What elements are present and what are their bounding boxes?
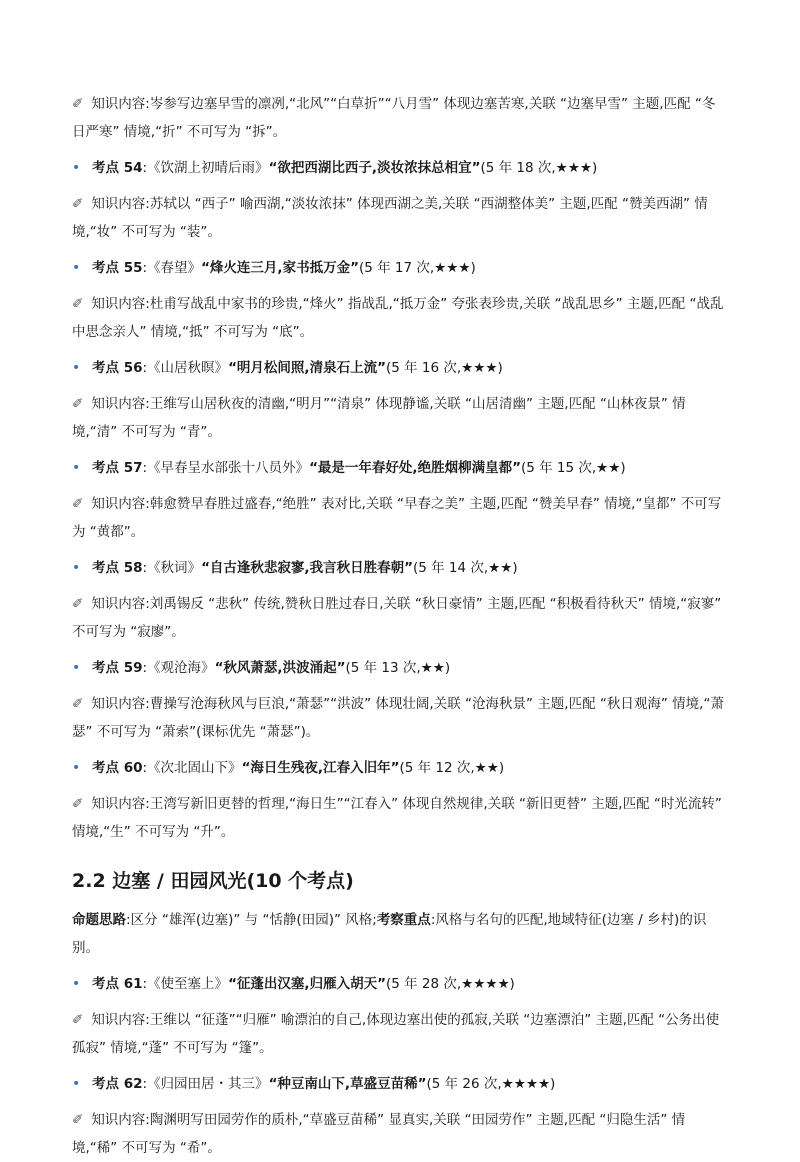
frequency-meta: (5 年 13 次,★★) — [345, 660, 451, 676]
knowledge-paragraph — [72, 390, 728, 446]
separator: : — [142, 260, 148, 276]
poem-quote: “自古逢秋悲寂寥,我言秋日胜春朝” — [201, 560, 413, 576]
poem-quote: “征蓬出汉塞,归雁入胡天” — [228, 976, 386, 992]
poem-quote: “秋风萧瑟,洪波涌起” — [214, 660, 346, 676]
poem-quote: “最是一年春好处,绝胜烟柳满皇都” — [309, 460, 521, 476]
poem-title: 《秋词》 — [147, 560, 202, 576]
frequency-meta: (5 年 26 次,★★★★) — [426, 1076, 556, 1092]
knowledge-label: 知识内容: — [91, 1012, 150, 1028]
pencil-icon: ✐ — [72, 696, 84, 712]
poem-title: 《山居秋暝》 — [147, 360, 229, 376]
bullet-icon: • — [72, 160, 81, 176]
frequency-meta: (5 年 14 次,★★) — [412, 560, 518, 576]
focus-label: 考察重点 — [376, 912, 431, 928]
bullet-icon: • — [72, 760, 81, 776]
poem-title: 《次北固山下》 — [147, 760, 242, 776]
knowledge-paragraph — [72, 490, 728, 546]
poem-quote: “种豆南山下,草盛豆苗稀” — [268, 1076, 427, 1092]
knowledge-paragraph — [72, 690, 728, 746]
bullet-icon: • — [72, 560, 81, 576]
frequency-meta: (5 年 28 次,★★★★) — [385, 976, 515, 992]
exam-point-item — [72, 254, 728, 282]
separator: : — [142, 460, 148, 476]
knowledge-text: 王湾写新旧更替的哲理,“海日生”“江春入” 体现自然规律,关联 “新旧更替” 主题,匹配 “时光流转” 情境,“生” 不可写为 “升”。 — [72, 796, 722, 840]
thinking-paragraph — [72, 906, 728, 962]
poem-quote: “烽火连三月,家书抵万金” — [201, 260, 359, 276]
pencil-icon: ✐ — [72, 1112, 84, 1128]
pencil-icon: ✐ — [72, 1012, 84, 1028]
poem-title: 《观沧海》 — [147, 660, 215, 676]
separator: : — [142, 760, 148, 776]
focus-text: :风格与名句的匹配,地域特征(边塞 / 乡村)的识别。 — [72, 912, 707, 956]
frequency-meta: (5 年 18 次,★★★) — [480, 160, 598, 176]
exam-point-label: 考点 60 — [92, 760, 143, 776]
knowledge-label: 知识内容: — [91, 96, 150, 112]
thinking-text: :区分 “雄浑(边塞)” 与 “恬静(田园)” 风格; — [126, 912, 377, 928]
knowledge-text: 王维以 “征蓬”“归雁” 喻漂泊的自己,体现边塞出使的孤寂,关联 “边塞漂泊” 主题,匹配 “公务出使孤寂” 情境,“蓬” 不可写为 “篷”。 — [72, 1012, 720, 1056]
knowledge-label: 知识内容: — [91, 796, 150, 812]
knowledge-label: 知识内容: — [91, 1112, 150, 1128]
exam-point-item — [72, 654, 728, 682]
knowledge-paragraph — [72, 1106, 728, 1162]
bullet-icon: • — [72, 660, 81, 676]
knowledge-text: 王维写山居秋夜的清幽,“明月”“清泉” 体现静谧,关联 “山居清幽” 主题,匹配 “山林夜景” 情境,“清” 不可写为 “青”。 — [72, 396, 686, 440]
knowledge-label: 知识内容: — [91, 396, 150, 412]
exam-point-item — [72, 554, 728, 582]
poem-quote: “欲把西湖比西子,淡妆浓抹总相宜” — [268, 160, 481, 176]
bullet-icon: • — [72, 260, 81, 276]
knowledge-text: 陶渊明写田园劳作的质朴,“草盛豆苗稀” 显真实,关联 “田园劳作” 主题,匹配 “归隐生活” 情境,“稀” 不可写为 “希”。 — [72, 1112, 686, 1156]
poem-title: 《早春呈水部张十八员外》 — [147, 460, 310, 476]
pencil-icon: ✐ — [72, 196, 84, 212]
exam-point-item — [72, 1070, 728, 1098]
separator: : — [142, 976, 148, 992]
knowledge-paragraph — [72, 290, 728, 346]
knowledge-text: 曹操写沧海秋风与巨浪,“萧瑟”“洪波” 体现壮阔,关联 “沧海秋景” 主题,匹配 “秋日观海” 情境,“萧瑟” 不可写为 “萧索”(课标优先 “萧瑟”)。 — [72, 696, 724, 740]
knowledge-label: 知识内容: — [91, 196, 150, 212]
pencil-icon: ✐ — [72, 496, 84, 512]
knowledge-paragraph — [72, 90, 728, 146]
knowledge-text: 苏轼以 “西子” 喻西湖,“淡妆浓抹” 体现西湖之美,关联 “西湖整体美” 主题,匹配 “赞美西湖” 情境,“妆” 不可写为 “装”。 — [72, 196, 708, 240]
bullet-icon: • — [72, 1076, 81, 1092]
separator: : — [142, 360, 148, 376]
exam-point-label: 考点 55 — [92, 260, 143, 276]
knowledge-text: 韩愈赞早春胜过盛春,“绝胜” 表对比,关联 “早春之美” 主题,匹配 “赞美早春” 情境,“皇都” 不可写为 “黄都”。 — [72, 496, 722, 540]
exam-point-label: 考点 54 — [92, 160, 143, 176]
poem-title: 《使至塞上》 — [147, 976, 229, 992]
pencil-icon: ✐ — [72, 296, 84, 312]
exam-point-item — [72, 970, 728, 998]
thinking-label: 命题思路 — [72, 912, 126, 928]
knowledge-text: 岑参写边塞早雪的凛冽,“北风”“白草折”“八月雪” 体现边塞苦寒,关联 “边塞早雪” 主题,匹配 “冬日严寒” 情境,“折” 不可写为 “拆”。 — [72, 96, 716, 140]
knowledge-label: 知识内容: — [91, 496, 150, 512]
exam-point-label: 考点 61 — [92, 976, 143, 992]
exam-point-item — [72, 754, 728, 782]
pencil-icon: ✐ — [72, 596, 84, 612]
frequency-meta: (5 年 15 次,★★) — [520, 460, 626, 476]
bullet-icon: • — [72, 360, 81, 376]
knowledge-paragraph — [72, 790, 728, 846]
exam-point-label: 考点 59 — [92, 660, 143, 676]
frequency-meta: (5 年 17 次,★★★) — [358, 260, 476, 276]
knowledge-label: 知识内容: — [91, 696, 150, 712]
poem-quote: “明月松间照,清泉石上流” — [228, 360, 386, 376]
knowledge-paragraph — [72, 190, 728, 246]
poem-quote: “海日生残夜,江春入旧年” — [241, 760, 400, 776]
bullet-icon: • — [72, 460, 81, 476]
exam-point-label: 考点 57 — [92, 460, 143, 476]
exam-point-item — [72, 154, 728, 182]
exam-point-item — [72, 454, 728, 482]
knowledge-paragraph — [72, 1006, 728, 1062]
separator: : — [142, 160, 148, 176]
knowledge-paragraph — [72, 590, 728, 646]
frequency-meta: (5 年 16 次,★★★) — [385, 360, 503, 376]
knowledge-label: 知识内容: — [91, 596, 150, 612]
exam-point-label: 考点 62 — [92, 1076, 143, 1092]
separator: : — [142, 1076, 148, 1092]
section-heading: 2.2 边塞 / 田园风光(10 个考点) — [72, 870, 354, 892]
knowledge-text: 杜甫写战乱中家书的珍贵,“烽火” 指战乱,“抵万金” 夸张表珍贵,关联 “战乱思乡” 主题,匹配 “战乱中思念亲人” 情境,“抵” 不可写为 “底”。 — [72, 296, 724, 340]
exam-point-label: 考点 56 — [92, 360, 143, 376]
pencil-icon: ✐ — [72, 796, 84, 812]
separator: : — [142, 560, 148, 576]
poem-title: 《归园田居・其三》 — [147, 1076, 269, 1092]
pencil-icon: ✐ — [72, 96, 84, 112]
exam-point-item — [72, 354, 728, 382]
knowledge-text: 刘禹锡反 “悲秋” 传统,赞秋日胜过春日,关联 “秋日豪情” 主题,匹配 “积极看待秋天” 情境,“寂寥” 不可写为 “寂廖”。 — [72, 596, 722, 640]
pencil-icon: ✐ — [72, 396, 84, 412]
bullet-icon: • — [72, 976, 81, 992]
frequency-meta: (5 年 12 次,★★) — [399, 760, 505, 776]
separator: : — [142, 660, 148, 676]
exam-point-label: 考点 58 — [92, 560, 143, 576]
poem-title: 《饮湖上初晴后雨》 — [147, 160, 269, 176]
knowledge-label: 知识内容: — [91, 296, 150, 312]
poem-title: 《春望》 — [147, 260, 202, 276]
